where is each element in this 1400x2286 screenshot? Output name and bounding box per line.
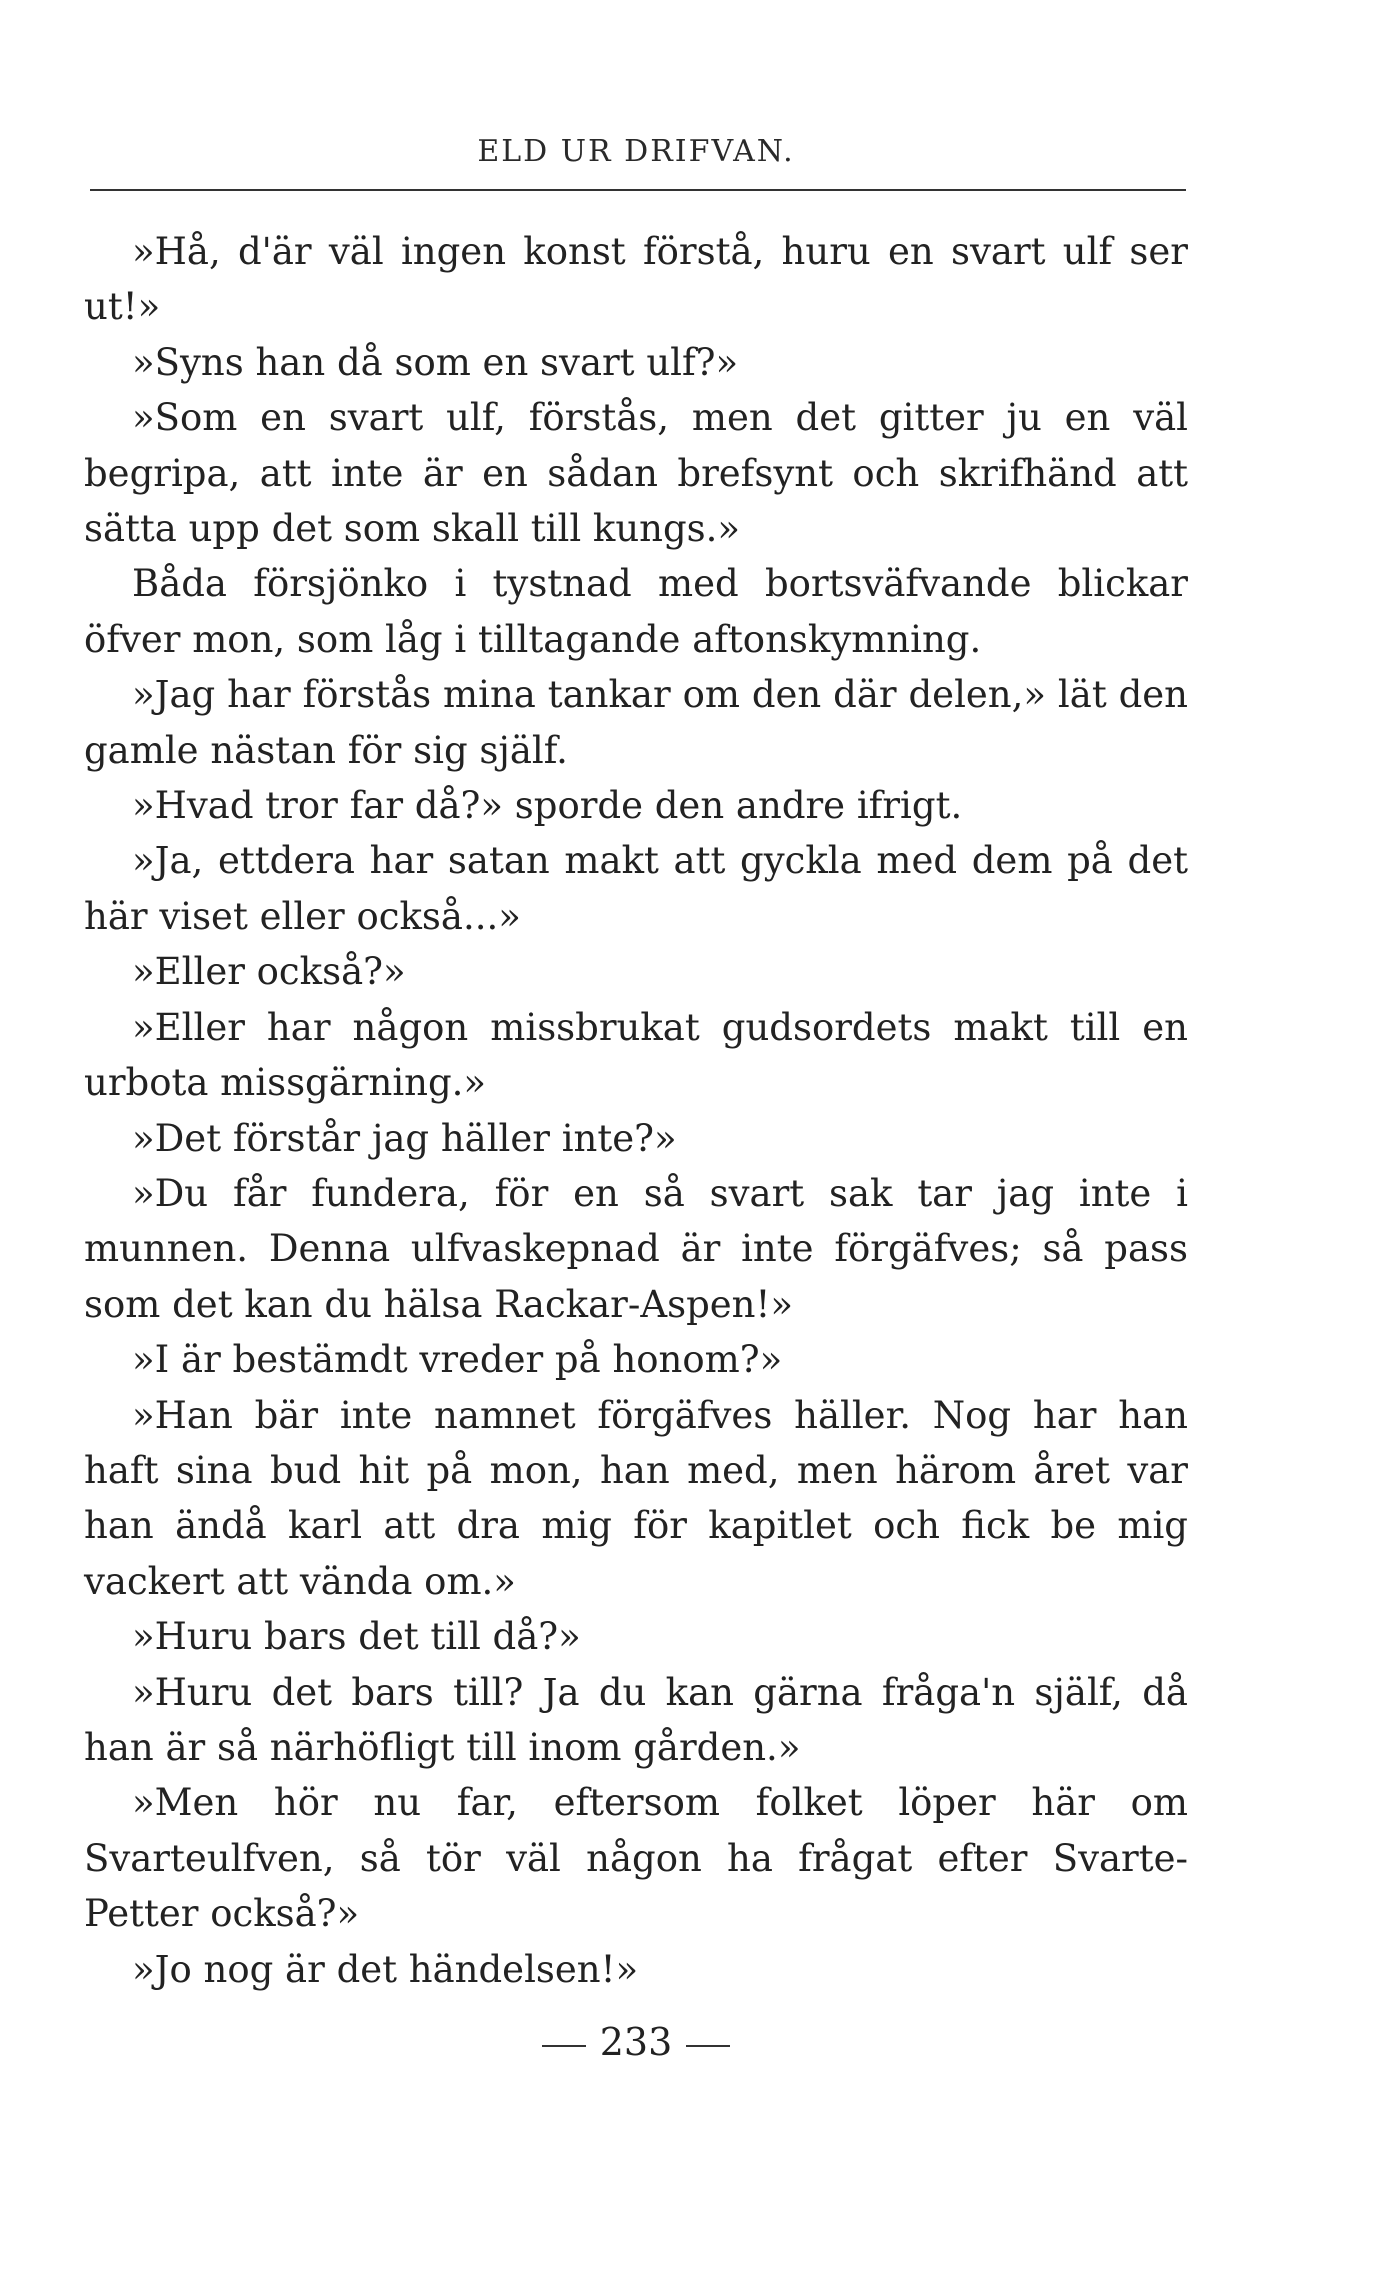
paragraph: »Som en svart ulf, förstås, men det gitter ju en väl begripa, att inte är en sådan brefsynt och skrifhänd att sätta upp det som skall till kungs.»	[84, 396, 1188, 551]
paragraph: »Eller har någon missbrukat gudsordets makt till en urbota missgärning.»	[84, 1005, 1188, 1105]
footer-dash-left	[542, 2045, 586, 2047]
paragraph: »Du får fundera, för en så svart sak tar jag inte i munnen. Denna ulfvaskepnad är inte förgäfves; så pass som det kan du hälsa Rackar-Aspen!»	[84, 1171, 1188, 1326]
body-text	[84, 224, 1188, 1997]
paragraph: »Eller också?»	[132, 950, 406, 994]
page-number: 233	[599, 2020, 673, 2064]
paragraph: Båda försjönko i tystnad med bortsväfvande blickar öfver mon, som låg i tilltagande aftonskymning.	[84, 562, 1188, 661]
paragraph: »Hå, d'är väl ingen konst förstå, huru en svart ulf ser ut!»	[84, 230, 1188, 329]
header-rule	[90, 189, 1186, 191]
paragraph: »Men hör nu far, eftersom folket löper här om Svarteulfven, så tör väl någon ha frågat efter Svarte-Petter också?»	[84, 1781, 1188, 1936]
paragraph: »Jag har förstås mina tankar om den där delen,» lät den gamle nästan för sig själf.	[84, 673, 1188, 772]
paragraph: »Huru det bars till? Ja du kan gärna fråga'n själf, då han är så närhöfligt till inom gården.»	[84, 1670, 1188, 1769]
paragraph: »Det förstår jag häller inte?»	[132, 1116, 677, 1160]
paragraph: »I är bestämdt vreder på honom?»	[132, 1338, 783, 1382]
paragraph: »Ja, ettdera har satan makt att gyckla med dem på det här viset eller också...»	[84, 839, 1188, 938]
paragraph: »Jo nog är det händelsen!»	[132, 1947, 639, 1991]
page-footer	[84, 2020, 1188, 2064]
paragraph: »Hvad tror far då?» sporde den andre ifrigt.	[132, 784, 963, 828]
paragraph: »Huru bars det till då?»	[132, 1615, 581, 1659]
running-header: ELD UR DRIFVAN.	[477, 134, 795, 169]
paragraph: »Han bär inte namnet förgäfves häller. Nog har han haft sina bud hit på mon, han med, men härom året var han ändå karl att dra mig för kapitlet och fick be mig vackert att vända om.»	[84, 1393, 1188, 1603]
footer-dash-right	[686, 2045, 730, 2047]
paragraph: »Syns han då som en svart ulf?»	[132, 340, 739, 384]
